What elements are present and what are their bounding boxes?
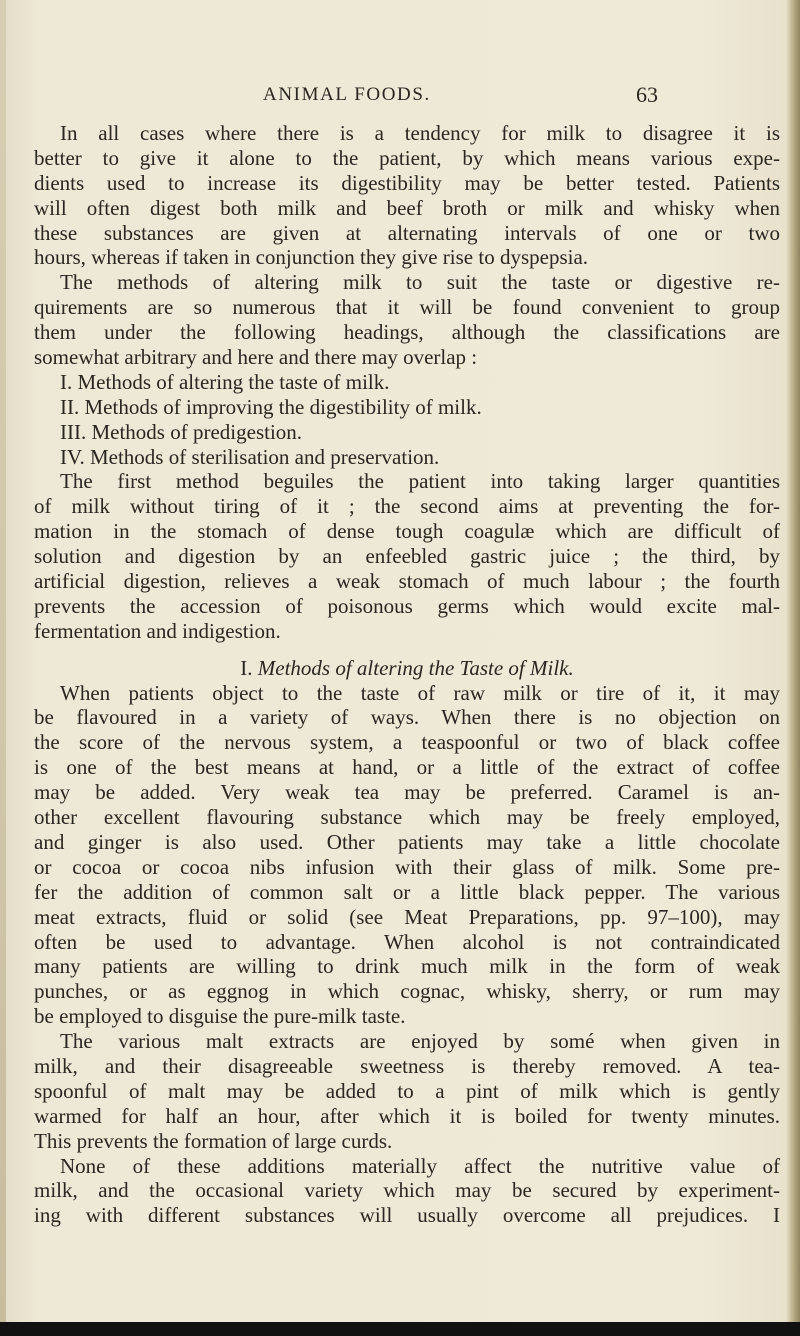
text-line: these substances are given at alternating intervals of one or two	[34, 220, 780, 245]
text-line: better to give it alone to the patient, by which means various expe-	[34, 145, 780, 170]
page-bottom-edge	[0, 1322, 800, 1336]
text-line: When patients object to the taste of raw milk or tire of it, it may	[60, 680, 780, 705]
section-gap	[34, 644, 780, 656]
paragraph	[34, 1154, 780, 1229]
text-line: be flavoured in a variety of ways. When there is no objection on	[34, 705, 780, 730]
text-line: other excellent flavouring substance which may be freely employed,	[34, 805, 780, 830]
paragraph	[34, 1029, 780, 1153]
section-number: I.	[240, 655, 253, 680]
list-item: II. Methods of improving the digestibility of milk.	[60, 394, 482, 419]
list-item: I. Methods of altering the taste of milk.	[60, 369, 390, 394]
text-line: milk, and their disagreeable sweetness is thereby removed. A tea-	[34, 1053, 780, 1078]
text-line: of milk without tiring of it ; the second aims at preventing the for-	[34, 494, 780, 519]
paragraph	[34, 681, 780, 1029]
text-line: somewhat arbitrary and here and there may overlap :	[34, 345, 478, 370]
text-line: is one of the best means at hand, or a little of the extract of coffee	[34, 755, 780, 780]
text-line: The methods of altering milk to suit the taste or digestive re-	[60, 270, 780, 295]
list-item: IV. Methods of sterilisation and preservation.	[60, 444, 440, 469]
section-heading	[34, 656, 780, 681]
text-line: fermentation and indigestion.	[34, 618, 281, 643]
running-head: ANIMAL FOODS.	[263, 84, 431, 105]
text-line: mation in the stomach of dense tough coagulæ which are difficult of	[34, 519, 780, 544]
text-line: often be used to advantage. When alcohol is not contraindicated	[34, 929, 780, 954]
text-line: The various malt extracts are enjoyed by somé when given in	[60, 1029, 780, 1054]
page-body	[34, 121, 780, 1228]
text-line: them under the following headings, although the classifications are	[34, 320, 780, 345]
text-line: In all cases where there is a tendency for milk to disagree it is	[60, 121, 780, 145]
text-line: may be added. Very weak tea may be preferred. Caramel is an-	[34, 780, 780, 805]
text-line: punches, or as eggnog in which cognac, whisky, sherry, or rum may	[34, 979, 780, 1004]
text-line: quirements are so numerous that it will be found convenient to group	[34, 295, 780, 320]
text-line: meat extracts, fluid or solid (see Meat Preparations, pp. 97–100), may	[34, 904, 780, 929]
text-line: This prevents the formation of large curds.	[34, 1128, 393, 1153]
text-line: spoonful of malt may be added to a pint of milk which is gently	[34, 1078, 780, 1103]
text-line: fer the addition of common salt or a little black pepper. The various	[34, 879, 780, 904]
text-line: hours, whereas if taken in conjunction they give rise to dyspepsia.	[34, 245, 589, 270]
text-line: artificial digestion, relieves a weak stomach of much labour ; the fourth	[34, 569, 780, 594]
text-line: be employed to disguise the pure-milk taste.	[34, 1004, 406, 1029]
page-header	[0, 84, 800, 114]
text-line: will often digest both milk and beef broth or milk and whisky when	[34, 195, 780, 220]
text-line: milk, and the occasional variety which may be secured by experiment-	[34, 1178, 780, 1203]
text-line: solution and digestion by an enfeebled gastric juice ; the third, by	[34, 544, 780, 569]
text-line: many patients are willing to drink much milk in the form of weak	[34, 954, 780, 979]
page-number: 63	[636, 82, 658, 107]
text-line: or cocoa or cocoa nibs infusion with their glass of milk. Some pre-	[34, 854, 780, 879]
text-line: and ginger is also used. Other patients may take a little chocolate	[34, 829, 780, 854]
list-item: III. Methods of predigestion.	[60, 419, 303, 444]
paragraph	[34, 270, 780, 370]
text-line: None of these additions materially affect the nutritive value of	[60, 1153, 780, 1178]
paragraph	[34, 121, 780, 270]
page-left-edge	[0, 0, 6, 1336]
paragraph	[34, 469, 780, 643]
page-right-edge	[786, 0, 800, 1336]
text-line: The first method beguiles the patient into taking larger quantities	[60, 469, 780, 494]
text-line: ing with different substances will usually overcome all prejudices. I	[34, 1203, 780, 1228]
text-line: the score of the nervous system, a teaspoonful or two of black coffee	[34, 730, 780, 755]
text-line: prevents the accession of poisonous germs which would excite mal-	[34, 593, 780, 618]
section-title: Methods of altering the Taste of Milk.	[257, 655, 574, 680]
text-line: warmed for half an hour, after which it is boiled for twenty minutes.	[34, 1103, 780, 1128]
text-line: dients used to increase its digestibility may be better tested. Patients	[34, 170, 780, 195]
